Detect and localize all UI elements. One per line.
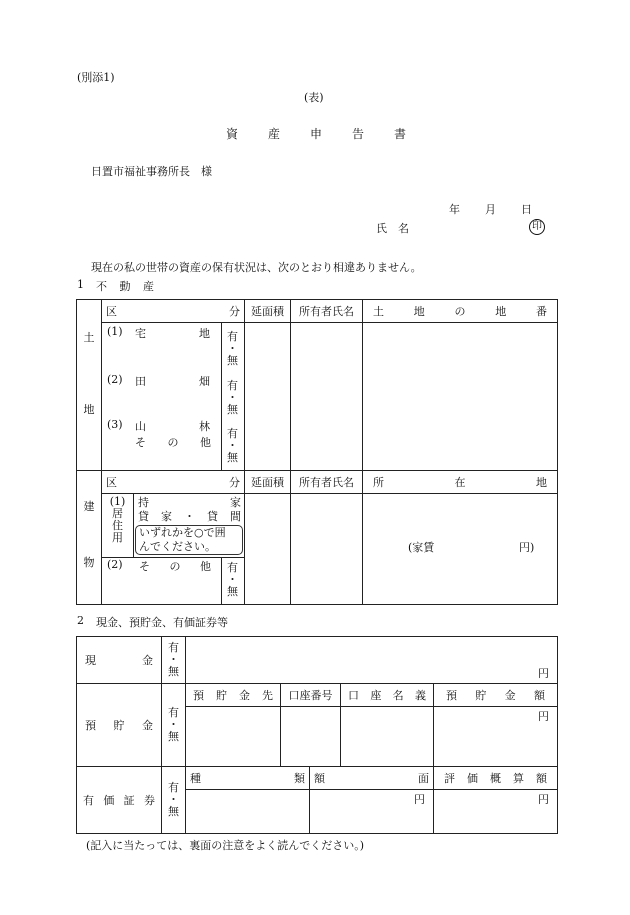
side-label: (表) — [304, 91, 324, 104]
cash-label-cell — [77, 637, 162, 684]
kind-input[interactable] — [186, 790, 310, 834]
amount-char: 預 — [446, 689, 457, 702]
date-day-label: 日 — [521, 203, 532, 216]
yen-unit: 円 — [538, 793, 549, 806]
title-char: 資 — [226, 127, 239, 141]
own-char: 持 — [138, 496, 149, 509]
bank-char: 貯 — [216, 689, 227, 702]
val-char: 概 — [490, 772, 501, 785]
own-char: 家 — [230, 496, 242, 509]
cash-char: 現 — [85, 654, 96, 667]
securities-yesno-cell[interactable] — [162, 767, 186, 834]
addressee: 日置市福祉事務所長 様 — [91, 165, 212, 178]
rent-label: (家賃 — [408, 541, 435, 554]
acct-char: 口 — [348, 689, 359, 702]
building-label-char: 建 — [83, 500, 95, 513]
title-char: 申 — [309, 127, 322, 141]
other-char: そ — [135, 436, 146, 449]
bank-char: 預 — [193, 689, 204, 702]
other-char: 他 — [200, 436, 211, 449]
building-label-cell — [77, 471, 102, 605]
section2-heading: 現金、預貯金、有価証券等 — [96, 616, 228, 629]
residence-char: 用 — [112, 531, 123, 544]
face-char: 額 — [314, 772, 325, 785]
land-item-b: 畑 — [199, 375, 210, 388]
residence-char: 居 — [112, 507, 123, 520]
building-owner-input[interactable] — [291, 494, 363, 605]
other-char: の — [169, 560, 181, 573]
securities-label-cell — [77, 767, 162, 834]
face-value-input[interactable] — [310, 790, 434, 834]
sec-char: 価 — [103, 794, 115, 807]
land-item-num: (1) — [107, 325, 123, 338]
no-text: 無 — [227, 451, 238, 464]
title-char: 産 — [267, 127, 280, 141]
land-item-num: (3) — [107, 418, 123, 431]
building-kubun-header — [102, 471, 245, 494]
yen-unit: 円 — [538, 710, 549, 723]
date-month-label: 月 — [485, 203, 496, 216]
face-char: 面 — [418, 772, 429, 785]
securities-table — [76, 766, 558, 834]
yes-text: 有 — [168, 641, 179, 654]
dot-text: ・ — [227, 391, 238, 404]
land-owner-input[interactable] — [291, 323, 363, 471]
title-char: 書 — [393, 127, 406, 141]
land-area-input[interactable] — [245, 323, 291, 471]
no-text: 無 — [227, 354, 238, 367]
land-item-b: 林 — [199, 420, 210, 433]
cash-table — [76, 636, 558, 684]
land-area-header: 延面積 — [245, 300, 291, 323]
land-lot-input[interactable] — [363, 323, 558, 471]
building-other-cell — [102, 558, 222, 605]
val-char: 算 — [513, 772, 524, 785]
rent-char: 貸 — [138, 510, 149, 523]
dot-text: ・ — [227, 342, 238, 355]
rent-char: 家 — [161, 510, 172, 523]
yen-unit: 円 — [414, 793, 425, 806]
lot-char: の — [454, 305, 466, 318]
loc-char: 地 — [536, 476, 548, 489]
land-item-b: 地 — [199, 327, 210, 340]
land-owner-header: 所有者氏名 — [291, 300, 363, 323]
dot-text: ・ — [227, 439, 238, 452]
lot-char: 地 — [495, 305, 507, 318]
heading-char: 産 — [143, 280, 154, 293]
acct-char: 名 — [392, 689, 404, 702]
val-char: 価 — [467, 772, 478, 785]
acct-char: 義 — [414, 689, 426, 702]
land-label-char: 地 — [83, 403, 95, 416]
note-line: いずれかを○で囲 — [139, 526, 226, 539]
amount-header — [434, 684, 558, 707]
dot-text: ・ — [227, 573, 238, 586]
land-table — [76, 299, 558, 471]
deposit-yesno-cell[interactable] — [162, 684, 186, 767]
building-yesno-cell — [222, 558, 245, 605]
bank-char: 金 — [239, 689, 250, 702]
rent-option[interactable] — [134, 510, 244, 524]
account-no-input[interactable] — [281, 707, 341, 767]
val-char: 額 — [536, 772, 547, 785]
yes-no-option[interactable] — [227, 428, 238, 464]
bank-char: 先 — [262, 689, 273, 702]
bun-text: 分 — [229, 476, 241, 489]
kubun-text: 区 — [106, 476, 117, 489]
loc-char: 在 — [454, 476, 466, 489]
account-no-header: 口座番号 — [281, 684, 341, 707]
dot-text: ・ — [168, 718, 179, 731]
yes-text: 有 — [168, 781, 179, 794]
loc-char: 所 — [373, 476, 385, 489]
yes-text: 有 — [168, 706, 179, 719]
cash-yesno-cell[interactable] — [162, 637, 186, 684]
name-label: 氏 名 — [376, 222, 409, 235]
yes-no-option[interactable] — [227, 380, 238, 416]
rent-char: 貸 — [207, 510, 218, 523]
face-value-header — [310, 767, 434, 790]
land-other — [135, 434, 211, 450]
building-other — [139, 558, 211, 574]
building-label-char: 物 — [83, 556, 95, 569]
bank-input[interactable] — [186, 707, 281, 767]
attachment-label: (別添1) — [77, 71, 115, 84]
other-char: そ — [139, 560, 150, 573]
valuation-input[interactable] — [434, 790, 558, 834]
seal-mark — [529, 219, 545, 235]
amount-char: 貯 — [475, 689, 487, 702]
land-item-a: 田 — [135, 375, 146, 388]
yes-text: 有 — [227, 379, 238, 392]
own-house-option[interactable] — [134, 494, 244, 510]
no-text: 無 — [168, 730, 179, 743]
no-text: 無 — [168, 665, 179, 678]
cash-char: 金 — [142, 654, 153, 667]
land-kubun-header — [102, 300, 245, 323]
sec-char: 証 — [123, 794, 135, 807]
residence-note — [135, 525, 243, 555]
date-year-label: 年 — [449, 203, 460, 216]
deposit-label-cell — [77, 684, 162, 767]
no-text: 無 — [168, 805, 179, 818]
footer-note: (記入に当たっては、裏面の注意をよく読んでください。) — [86, 839, 365, 852]
residence-char: 住 — [112, 519, 123, 532]
rent-char: ・ — [184, 510, 195, 523]
no-text: 無 — [227, 403, 238, 416]
heading-char: 動 — [119, 280, 131, 293]
land-label-char: 土 — [83, 331, 95, 344]
lot-char: 地 — [413, 305, 425, 318]
deposit-char: 金 — [142, 719, 153, 732]
title-char: 告 — [351, 127, 364, 141]
building-area-input[interactable] — [245, 494, 291, 605]
building-loc-input[interactable] — [363, 494, 558, 605]
yen-unit: 円 — [538, 667, 549, 680]
deposit-amount-input[interactable] — [434, 707, 558, 767]
note-line: んでください。 — [139, 540, 216, 553]
kubun-text: 区 — [106, 305, 117, 318]
amount-char: 額 — [533, 689, 545, 702]
land-item-a: 宅 — [135, 327, 146, 340]
amount-char: 金 — [504, 689, 516, 702]
deposit-char: 貯 — [113, 719, 125, 732]
land-yesno-cell — [222, 323, 245, 471]
yes-no-option[interactable] — [227, 562, 238, 598]
residence-label-cell — [102, 494, 134, 558]
yes-text: 有 — [227, 427, 238, 440]
building-owner-header: 所有者氏名 — [291, 471, 363, 494]
residence-type-cell — [134, 494, 245, 558]
building-table — [76, 470, 558, 605]
acct-char: 座 — [370, 689, 382, 702]
statement: 現在の私の世帯の資産の保有状況は、次のとおり相違ありません。 — [91, 261, 422, 274]
section1-number: 1 — [77, 278, 84, 291]
kind-char: 類 — [294, 772, 305, 785]
kind-char: 種 — [190, 772, 201, 785]
sec-char: 券 — [143, 794, 155, 807]
heading-char: 不 — [96, 280, 107, 293]
dot-text: ・ — [168, 793, 179, 806]
deposit-table — [76, 683, 558, 767]
lot-char: 番 — [536, 305, 547, 318]
cash-amount-input[interactable] — [186, 637, 558, 684]
building-area-header: 延面積 — [245, 471, 291, 494]
account-name-header — [341, 684, 434, 707]
land-label-cell — [77, 300, 102, 471]
dot-text: ・ — [168, 653, 179, 666]
kind-header — [186, 767, 310, 790]
yes-text: 有 — [227, 330, 238, 343]
land-lot-header — [363, 300, 558, 323]
other-char: 他 — [200, 560, 211, 573]
no-text: 無 — [227, 585, 238, 598]
sec-char: 有 — [83, 794, 94, 807]
land-items-cell — [102, 323, 222, 471]
building-loc-header — [363, 471, 558, 494]
account-name-input[interactable] — [341, 707, 434, 767]
yes-text: 有 — [227, 561, 238, 574]
bun-text: 分 — [229, 305, 240, 318]
land-item-num: (2) — [107, 373, 123, 386]
valuation-header — [434, 767, 558, 790]
rent-char: 間 — [230, 510, 241, 523]
section1-heading — [96, 278, 154, 294]
document-title — [226, 125, 406, 142]
bank-header — [186, 684, 281, 707]
rent-unit: 円) — [519, 541, 535, 554]
seal-text: 印 — [529, 219, 545, 235]
yes-no-option[interactable] — [227, 331, 238, 367]
land-item-a: 山 — [135, 420, 146, 433]
deposit-char: 預 — [85, 719, 96, 732]
building-other-num: (2) — [107, 558, 123, 571]
section2-number: 2 — [77, 614, 84, 627]
lot-char: 土 — [373, 305, 384, 318]
other-char: の — [167, 436, 179, 449]
val-char: 評 — [444, 772, 455, 785]
residence-num: (1) — [109, 495, 126, 508]
